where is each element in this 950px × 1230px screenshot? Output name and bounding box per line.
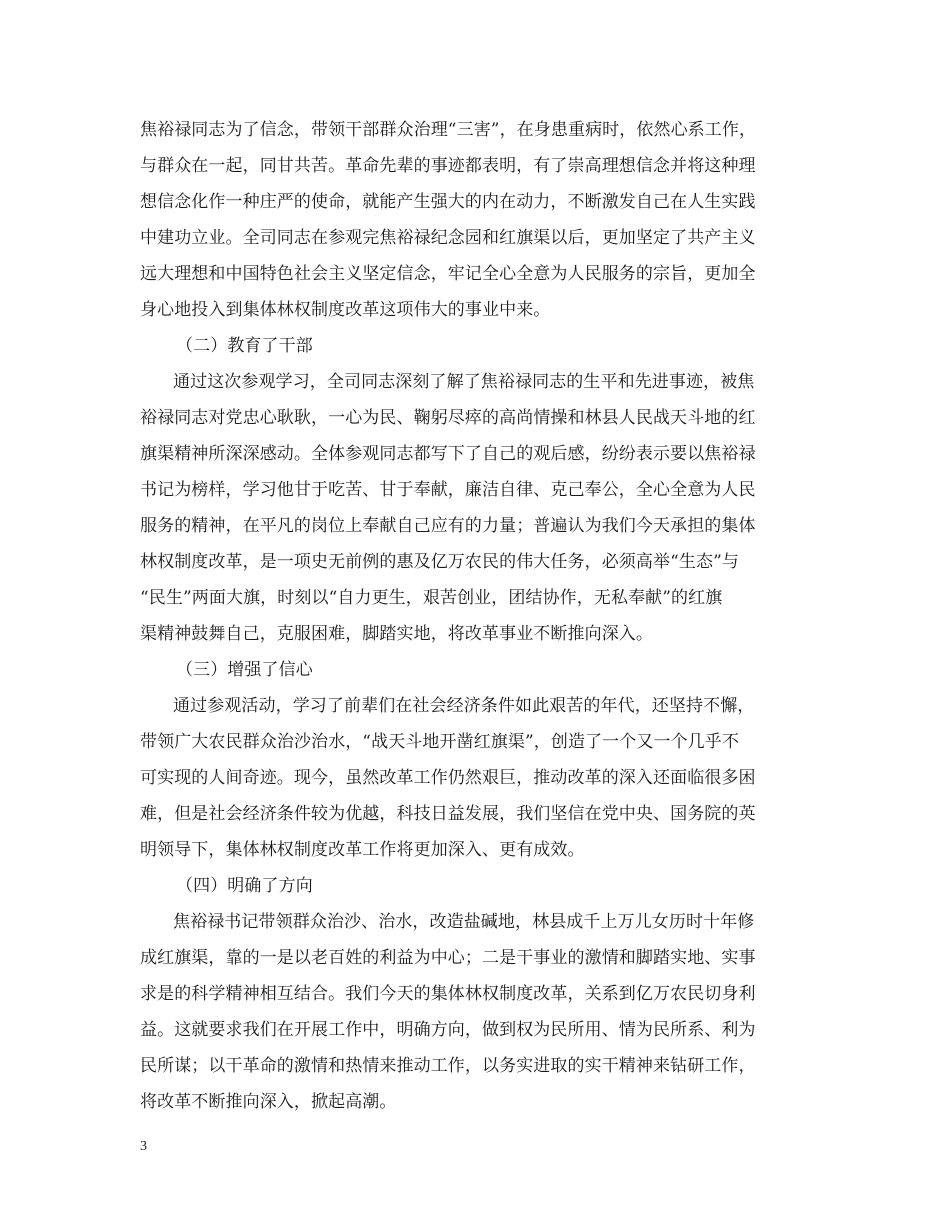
paragraph-line: 可实现的人间奇迹。现今，虽然改革工作仍然艰巨，推动改革的深入还面临很多困	[140, 768, 756, 788]
paragraph-line: 中建功立业。全司同志在参观完焦裕禄纪念园和红旗渠以后，更加坚定了共产主义	[140, 228, 756, 248]
paragraph-line: 通过这次参观学习，全司同志深刻了解了焦裕禄同志的生平和先进事迹，被焦	[173, 372, 755, 392]
paragraph-line: 带领广大农民群众治沙治水，“战天斗地开凿红旗渠”，创造了一个又一个几乎不	[140, 732, 739, 752]
paragraph-line: 旗渠精神所深深感动。全体参观同志都写下了自己的观后感，纷纷表示要以焦裕禄	[140, 444, 756, 464]
section-heading: （四）明确了方向	[176, 876, 313, 896]
paragraph-line: 服务的精神，在平凡的岗位上奉献自己应有的力量；普遍认为我们今天承担的集体	[140, 516, 756, 536]
paragraph-line: 成红旗渠，靠的一是以老百姓的利益为中心；二是干事业的激情和脚踏实地、实事	[140, 948, 756, 968]
paragraph-line: 焦裕禄书记带领群众治沙、治水，改造盐碱地，林县成千上万儿女历时十年修	[173, 912, 755, 932]
paragraph-line: 焦裕禄同志为了信念，带领干部群众治理“三害”，在身患重病时，依然心系工作，	[140, 120, 757, 140]
paragraph-line: 身心地投入到集体林权制度改革这项伟大的事业中来。	[140, 300, 551, 320]
paragraph-line: 通过参观活动，学习了前辈们在社会经济条件如此艰苦的年代，还坚持不懈，	[173, 696, 755, 716]
paragraph-line: 求是的科学精神相互结合。我们今天的集体林权制度改革，关系到亿万农民切身利	[140, 984, 756, 1004]
section-heading: （三）增强了信心	[176, 660, 313, 680]
paragraph-line: 明领导下，集体林权制度改革工作将更加深入、更有成效。	[140, 840, 585, 860]
paragraph-line: 将改革不断推向深入，掀起高潮。	[140, 1092, 397, 1112]
paragraph-line: 裕禄同志对党忠心耿耿，一心为民、鞠躬尽瘁的高尚情操和林县人民战天斗地的红	[140, 408, 756, 428]
body-text	[140, 112, 830, 1120]
paragraph-line: 难，但是社会经济条件较为优越，科技日益发展，我们坚信在党中央、国务院的英	[140, 804, 756, 824]
paragraph-line: 书记为榜样，学习他甘于吃苦、甘于奉献，廉洁自律、克己奉公，全心全意为人民	[140, 480, 756, 500]
paragraph-line: “民生”两面大旗，时刻以“自力更生，艰苦创业，团结协作，无私奉献”的红旗	[140, 588, 723, 608]
paragraph-line: 林权制度改革，是一项史无前例的惠及亿万农民的伟大任务，必须高举“生态”与	[140, 552, 739, 572]
paragraph-line: 民所谋；以干革命的激情和热情来推动工作，以务实进取的实干精神来钻研工作，	[140, 1056, 756, 1076]
paragraph-line: 想信念化作一种庄严的使命，就能产生强大的内在动力，不断激发自己在人生实践	[140, 192, 756, 212]
paragraph-line: 渠精神鼓舞自己，克服困难，脚踏实地，将改革事业不断推向深入。	[140, 624, 653, 644]
paragraph-line: 与群众在一起，同甘共苦。革命先辈的事迹都表明，有了崇高理想信念并将这种理	[140, 156, 756, 176]
paragraph-line: 益。这就要求我们在开展工作中，明确方向，做到权为民所用、情为民所系、利为	[140, 1020, 756, 1040]
page-number: 3	[140, 1139, 147, 1154]
section-heading: （二）教育了干部	[176, 336, 313, 356]
paragraph-line: 远大理想和中国特色社会主义坚定信念，牢记全心全意为人民服务的宗旨，更加全	[140, 264, 756, 284]
